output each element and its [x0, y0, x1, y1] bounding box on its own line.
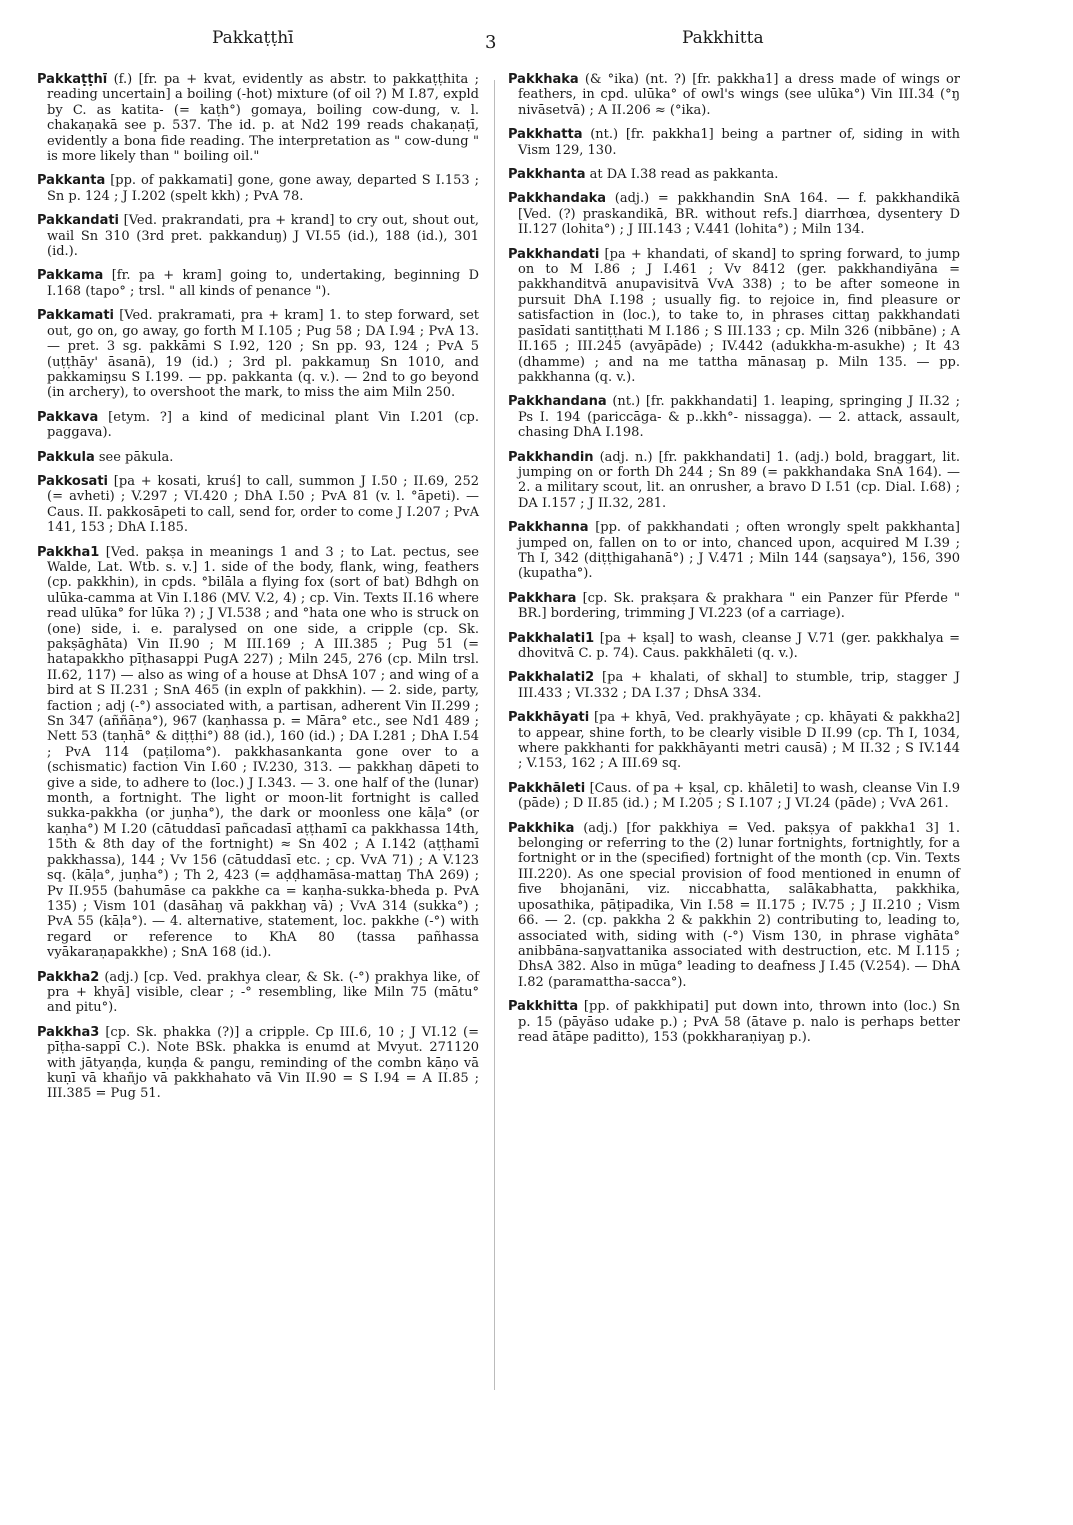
left-guide-word: Pakkaṭṭhī — [212, 28, 294, 48]
dictionary-entry — [508, 670, 960, 701]
dictionary-entry — [37, 450, 479, 465]
entry-text: [cp. Sk. phakka (?)] a cripple. Cp III.6, 10 ; J VI.12 (= pīṭha-sappī C.). Note BSk. phakka is enumd at Mvyut. 271120 with jātyaṇḍa, kuṇḍa & pangu, reminding of the combn kāṇo vā kuṇī vā khañjo vā pakkhahato vā Vin II.90 = S I.94 = A II.85 ; III.385 = Pug 51. — [47, 1024, 479, 1102]
entry-text: see pākula. — [94, 449, 174, 465]
entry-headword: Pakkhanna — [508, 520, 589, 536]
dictionary-entry — [508, 591, 960, 622]
dictionary-entry — [37, 1025, 479, 1102]
entry-text: [pp. of pakkamati] gone, gone away, departed S I.153 ; Sn p. 124 ; J I.202 (spelt kkh) ; PvA 78. — [47, 173, 479, 204]
entry-headword: Pakkhika — [508, 820, 575, 836]
entry-text: [pa + khyā, Ved. prakhyāyate ; cp. khāyati & pakkha2] to appear, shine forth, to be clearly visible D II.99 (cp. Th I, 1034, where pakkhanti for pakkhāyanti metri causā) ; M II.32 ; S IV.144 ; V.153, 162 ; A III.69 sq. — [518, 710, 960, 772]
entry-text: [fr. pa + kram] going to, undertaking, beginning D I.168 (tapo° ; trsl. " all kinds of penance "). — [47, 268, 479, 299]
entry-headword: Pakkhandin — [508, 449, 594, 465]
entry-text: (adj.) = pakkhandin SnA 164. — f. pakkhandikā [Ved. (?) praskandikā, BR. without refs.] diarrhœa, dysentery D II.127 (lohita°) ; J III.143 ; V.441 (lohita°) ; Miln 134. — [518, 191, 960, 238]
entry-headword: Pakkhaka — [508, 72, 579, 87]
entry-text: [etym. ?] a kind of medicinal plant Vin I.201 (cp. paggava). — [47, 409, 479, 441]
dictionary-entry — [508, 821, 960, 990]
entry-headword: Pakkhāleti — [508, 780, 586, 796]
dictionary-entry — [37, 308, 479, 400]
entry-text: [cp. Sk. prakṣara & prakhara " ein Panzer für Pferde " BR.] bordering, trimming J VI.223 (of a carriage). — [518, 590, 960, 622]
left-column — [37, 72, 479, 1111]
entry-text: [pp. of pakkhipati] put down into, thrown into (loc.) Sn p. 15 (pāyāso udake p.) ; PvA 58 (ātave p. nalo is perhaps better read ātāpe padittо), 153 (pokkharaṇiyaŋ p.). — [518, 999, 960, 1045]
entry-headword: Pakkhatta — [508, 127, 583, 143]
entry-headword: Pakkhanta — [508, 167, 586, 183]
dictionary-entry — [508, 127, 960, 158]
entry-headword: Pakkha1 — [37, 544, 100, 560]
entry-headword: Pakkhandati — [508, 246, 600, 262]
entry-text: (& °ika) (nt. ?) [fr. pakkha1] a dress made of wings or feathers, in cpd. ulūka° of owl's wings (see ulūka°) Vin III.34 (°ŋ nivāsetvā) ; A II.206 ≈ (°ika). — [518, 72, 960, 118]
dictionary-entry — [508, 191, 960, 237]
entry-headword: Pakkha2 — [37, 969, 100, 985]
column-divider — [494, 80, 495, 1390]
entry-text: (adj.) [for pakkhiya = Ved. pakṣya of pakkha1 3] 1. belonging or referring to the (2) lunar fortnights, fortnightly, for a fortnight or in the (specified) fortnight of the month (cp. Vin. Texts III.220). As one special provision of food mentioned in enumn of five bhojanāni, viz. niccabhatta, salākabhatta, pakkhika, uposathika, pāṭipadika, Vin I.58 = II.175 ; IV.75 ; J II.210 ; Vism 66. — 2. (cp. pakkha 2 & pakkhin 2) contributing to, leading to, associated with, siding with (-°) Vism 130, in phrase vighāta° anibbāna-saŋvattanika associated with destruction, etc. M I.115 ; DhsA 382. Also in mūga° leading to deafness J I.45 (V.254). — DhA I.82 (paramattha-sacca°). — [518, 820, 960, 990]
entry-headword: Pakkhitta — [508, 999, 579, 1015]
dictionary-entry — [37, 72, 479, 164]
entry-text: [pp. of pakkhandati ; often wrongly spelt pakkhanta] jumped on, fallen on to or into, chanced upon, acquired M I.39 ; Th I, 342 (diṭṭhigahanā°) ; J V.471 ; Miln 144 (saŋsaya°), 156, 390 (kupatha°). — [518, 520, 960, 582]
page-header — [0, 28, 1073, 58]
entry-headword: Pakkandati — [37, 213, 120, 229]
entry-headword: Pakkhandana — [508, 394, 607, 410]
entry-text: (nt.) [fr. pakkhandati] 1. leaping, springing J II.32 ; Ps I. 194 (pariccāga- & p..kkh°- nissagga). — 2. attack, assault, chasing DhA I.198. — [518, 394, 960, 441]
dictionary-entry — [37, 545, 479, 961]
dictionary-entry — [508, 167, 960, 182]
dictionary-entry — [508, 394, 960, 440]
entry-text: (adj. n.) [fr. pakkhandati] 1. (adj.) bold, braggart, lit. jumping on or forth Dh 244 ; Sn 89 (= pakkhandaka SnA 164). — 2. a military scout, lit. an onrusher, a bravo D I.51 (cp. Dial. I.68) ; DA I.157 ; J II.32, 281. — [518, 449, 960, 511]
entry-headword: Pakkava — [37, 409, 99, 425]
dictionary-entry — [508, 450, 960, 512]
entry-text: (nt.) [fr. pakkha1] being a partner of, siding in with Vism 129, 130. — [518, 127, 960, 158]
dictionary-entry — [37, 268, 479, 299]
entry-headword: Pakkanta — [37, 173, 106, 189]
entry-headword: Pakkhalati2 — [508, 670, 595, 686]
entry-text: [pa + khalati, of skhal] to stumble, trip, stagger J III.433 ; VI.332 ; DA I.37 ; DhsA 334. — [518, 670, 960, 701]
entry-headword: Pakkama — [37, 268, 104, 284]
entry-text: [Caus. of pa + kṣal, cp. khāleti] to wash, cleanse Vin I.9 (pāde) ; D II.85 (id.) ; M I.205 ; S I.107 ; J VI.24 (pāde) ; VvA 261. — [518, 780, 960, 812]
dictionary-entry — [508, 999, 960, 1045]
right-guide-word: Pakkhitta — [682, 28, 764, 48]
entry-headword: Pakkhara — [508, 590, 577, 606]
entry-headword: Pakkhāyati — [508, 710, 590, 726]
dictionary-entry — [37, 474, 479, 536]
entry-text: [Ved. pakṣa in meanings 1 and 3 ; to Lat. pectus, see Walde, Lat. Wtb. s. v.] 1. side of the body, flank, wing, feathers (cp. pakkhin), in cpds. °bilāla a flying fox (sort of bat) Bdhgh on ulūka-camma at Vin I.186 (MV. V.2, 4) ; cp. Vin. Texts II.16 where read ulūka° for lūka ?) ; J VI.538 ; and °hata one who is struck on (one) side, i. e. paralysed on one side, a cripple (cp. Sk. pakṣāghāta) Vin II.90 ; M III.169 ; A III.385 ; Pug 51 (= hatapakkho pīṭhasappi PugA 227) ; Miln 245, 276 (cp. Miln trsl. II.62, 117) — also as wing of a house at DhsA 107 ; and wing of a bird at S II.231 ; SnA 465 (in expln of pakkhin). — 2. side, party, faction ; adj (-°) associated with, a partisan, adherent Vin II.299 ; Sn 347 (aññāṇa°), 967 (kaṇhassa p. = Māra° etc., see Nd1 489 ; Nett 53 (taṇhā° & diṭṭhi°) 88 (id.), 160 (id.) ; DA I.281 ; DhA I.54 ; PvA 114 (paṭiloma°). pakkhasankanta gone over to a (schismatic) faction Vin I.60 ; IV.230, 313. — pakkhaŋ dāpeti to give a side, to adhere to (loc.) J I.343. — 3. one half of the (lunar) month, a fortnight. The light or moon-lit fortnight is called sukka-pakkha (or juṇha°), the dark or moonless one kāḷa° (or kaṇha°) M I.20 (cātuddasī pañcadasī aṭṭhamī ca pakkhassa 14th, 15th & 8th day of the fortnight) ≈ Sn 402 ; A I.142 (aṭṭhamī pakkhassa), 144 ; Vv 156 (cātuddasī etc. ; cp. VvA 71) ; A V.123 sq. (kāḷa°, juṇha°) ; Th 2, 423 (= aḍḍhamāsa-mattaŋ ThA 269) ; Pv II.955 (bahumāse ca pakkhe ca = kaṇha-sukka-bheda p. PvA 135) ; Vism 101 (dasāhaŋ vā pakkhaŋ vā) ; VvA 314 (sukka°) ; PvA 55 (kāḷa°). — 4. alternative, statement, loc. pakkhe (-°) with regard or reference to KhA 80 (tassa pañhassa vyākaraṇapakkhe) ; SnA 168 (id.). — [47, 544, 479, 961]
entry-text: (adj.) [cp. Ved. prakhya clear, & Sk. (-°) prakhya like, of pra + khyā] visible, clear ; -° resembling, like Miln 75 (mātu° and pitu°). — [47, 969, 479, 1016]
entry-text: [Ved. prakrandati, pra + krand] to cry out, shout out, wail Sn 310 (3rd pret. pakkanduŋ) J VI.55 (id.), 188 (id.), 301 (id.). — [47, 213, 479, 260]
entry-headword: Pakkhalati1 — [508, 630, 595, 646]
entry-headword: Pakkha3 — [37, 1024, 100, 1040]
entry-headword: Pakkosati — [37, 473, 109, 489]
entry-text: (f.) [fr. pa + kvat, evidently as abstr. to pakkaṭṭhita ; reading uncertain] a boiling (-hot) mixture (of oil ?) M I.87, expld by C. as katita- (= kaṭh°) gomaya, boiling cow-dung, v. l. chakaṇakā see p. 537. The id. p. at Nd2 199 reads chakaṇaṭī, evidently a bona fide reading. The interpretation as " cow-dung " is more likely than " boiling oil." — [47, 72, 479, 165]
dictionary-entry — [508, 710, 960, 772]
entry-text: at DA I.38 read as pakkanta. — [585, 167, 779, 183]
entry-headword: Pakkaṭṭhī — [37, 72, 108, 87]
entry-text: [Ved. prakramati, pra + kram] 1. to step forward, set out, go on, go away, go forth M I.105 ; Pug 58 ; DA I.94 ; PvA 13. — pret. 3 sg. pakkāmi S I.92, 120 ; Sn pp. 93, 124 ; PvA 5 (uṭṭhāy' āsanā), 19 (id.) ; 3rd pl. pakkamuŋ Sn 1010, and pakkamiŋsu S I.199. — pp. pakkanta (q. v.). — 2nd to go beyond (in archery), to overshoot the mark, to miss the aim Miln 250. — [47, 308, 479, 401]
entry-text: [pa + kosati, kruś] to call, summon J I.50 ; II.69, 252 (= avheti) ; V.297 ; VI.420 ; DhA I.50 ; PvA 81 (v. l. °āpeti). — Caus. II. pakkosāpeti to call, send for, order to come J I.207 ; PvA 141, 153 ; DhA I.185. — [47, 473, 479, 536]
page-number: 3 — [485, 32, 497, 53]
dictionary-entry — [508, 781, 960, 812]
dictionary-entry — [508, 247, 960, 386]
dictionary-entry — [37, 410, 479, 441]
entry-headword: Pakkula — [37, 449, 95, 465]
entry-headword: Pakkamati — [37, 308, 115, 324]
right-column — [508, 72, 960, 1054]
dictionary-entry — [37, 970, 479, 1016]
dictionary-entry — [37, 213, 479, 259]
dictionary-entry — [508, 520, 960, 582]
dictionary-entry — [508, 631, 960, 662]
entry-text: [pa + kṣal] to wash, cleanse J V.71 (ger. pakkhalya = dhovitvā C. p. 74). Caus. pakkhāleti (q. v.). — [518, 630, 960, 661]
entry-text: [pa + khandati, of skand] to spring forward, to jump on to M I.86 ; J I.461 ; Vv 8412 (ger. pakkhandiyāna = pakkhanditvā anupavisitvā VvA 338) ; to be after someone in pursuit DhA I.198 ; usually fig. to rejoice in, find pleasure or satisfaction in (loc.), to take to, in phrases cittaŋ pakkhandati pasīdati santiṭṭhati M I.186 ; S III.133 ; cp. Miln 326 (nibbāne) ; A II.165 ; III.245 (avyāpāde) ; IV.442 (adukkha-m-asukhe) ; It 43 (dhamme) ; and na me tattha mānasaŋ p. Miln 135. — pp. pakkhanna (q. v.). — [518, 246, 960, 385]
dictionary-entry — [37, 173, 479, 204]
entry-headword: Pakkhandaka — [508, 191, 607, 207]
dictionary-entry — [508, 72, 960, 118]
